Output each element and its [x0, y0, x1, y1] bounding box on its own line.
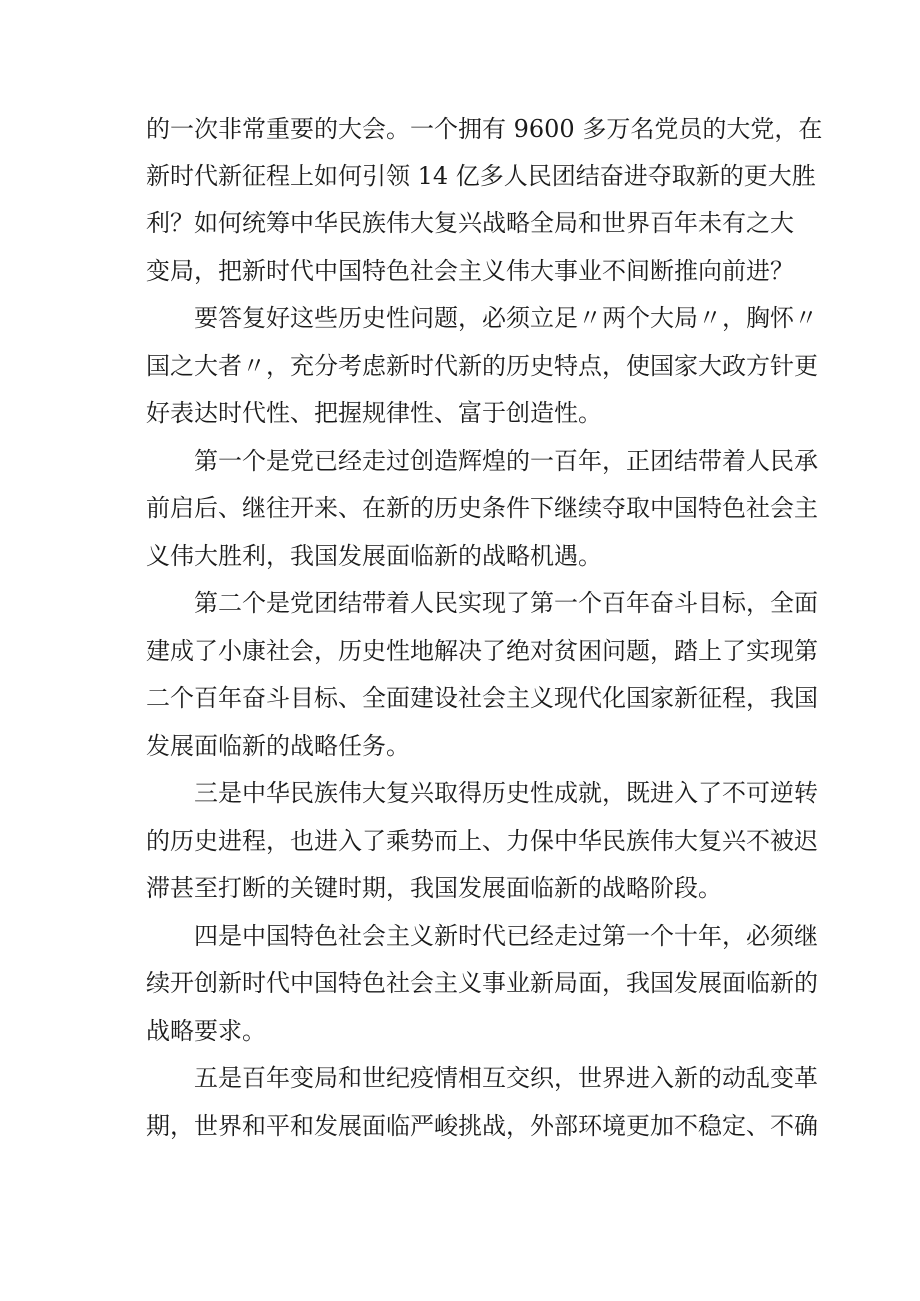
paragraph-first-line: 五是百年变局和世纪疫情相互交织，世界进入新的动乱变革 [194, 1064, 818, 1092]
text-line: 好表达时代性、把握规律性、富于创造性。 [146, 399, 602, 427]
text-line: 的一次非常重要的大会。一个拥有 9600 多万名党员的大党，在 [146, 115, 823, 143]
paragraph-first-line: 第二个是党团结带着人民实现了第一个百年奋斗目标，全面 [194, 589, 818, 617]
text-line: 建成了小康社会，历史性地解决了绝对贫困问题，踏上了实现第 [146, 637, 818, 665]
text-line: 二个百年奋斗目标、全面建设社会主义现代化国家新征程，我国 [146, 684, 818, 712]
text-line: 国之大者〃，充分考虑新时代新的历史特点，使国家大政方针更 [146, 352, 818, 380]
text-line: 战略要求。 [146, 1017, 266, 1045]
text-line: 期，世界和平和发展面临严峻挑战，外部环境更加不稳定、不确 [146, 1112, 818, 1140]
text-line: 的历史进程，也进入了乘势而上、力保中华民族伟大复兴不被迟 [146, 827, 818, 855]
paragraph-first-line: 要答复好这些历史性问题，必须立足〃两个大局〃，胸怀〃 [194, 304, 818, 332]
paragraph-first-line: 第一个是党已经走过创造辉煌的一百年，正团结带着人民承 [194, 447, 818, 475]
text-line: 续开创新时代中国特色社会主义事业新局面，我国发展面临新的 [146, 969, 818, 997]
text-line: 变局，把新时代中国特色社会主义伟大事业不间断推向前进？ [146, 257, 794, 285]
paragraph-first-line: 三是中华民族伟大复兴取得历史性成就，既进入了不可逆转 [194, 779, 818, 807]
text-line: 前启后、继往开来、在新的历史条件下继续夺取中国特色社会主 [146, 494, 818, 522]
text-line: 新时代新征程上如何引领 14 亿多人民团结奋进夺取新的更大胜 [146, 162, 816, 190]
paragraph-first-line: 四是中国特色社会主义新时代已经走过第一个十年，必须继 [194, 922, 818, 950]
text-line: 发展面临新的战略任务。 [146, 732, 410, 760]
text-line: 义伟大胜利，我国发展面临新的战略机遇。 [146, 542, 602, 570]
text-line: 滞甚至打断的关键时期，我国发展面临新的战略阶段。 [146, 874, 722, 902]
text-line: 利？如何统筹中华民族伟大复兴战略全局和世界百年未有之大 [146, 209, 794, 237]
